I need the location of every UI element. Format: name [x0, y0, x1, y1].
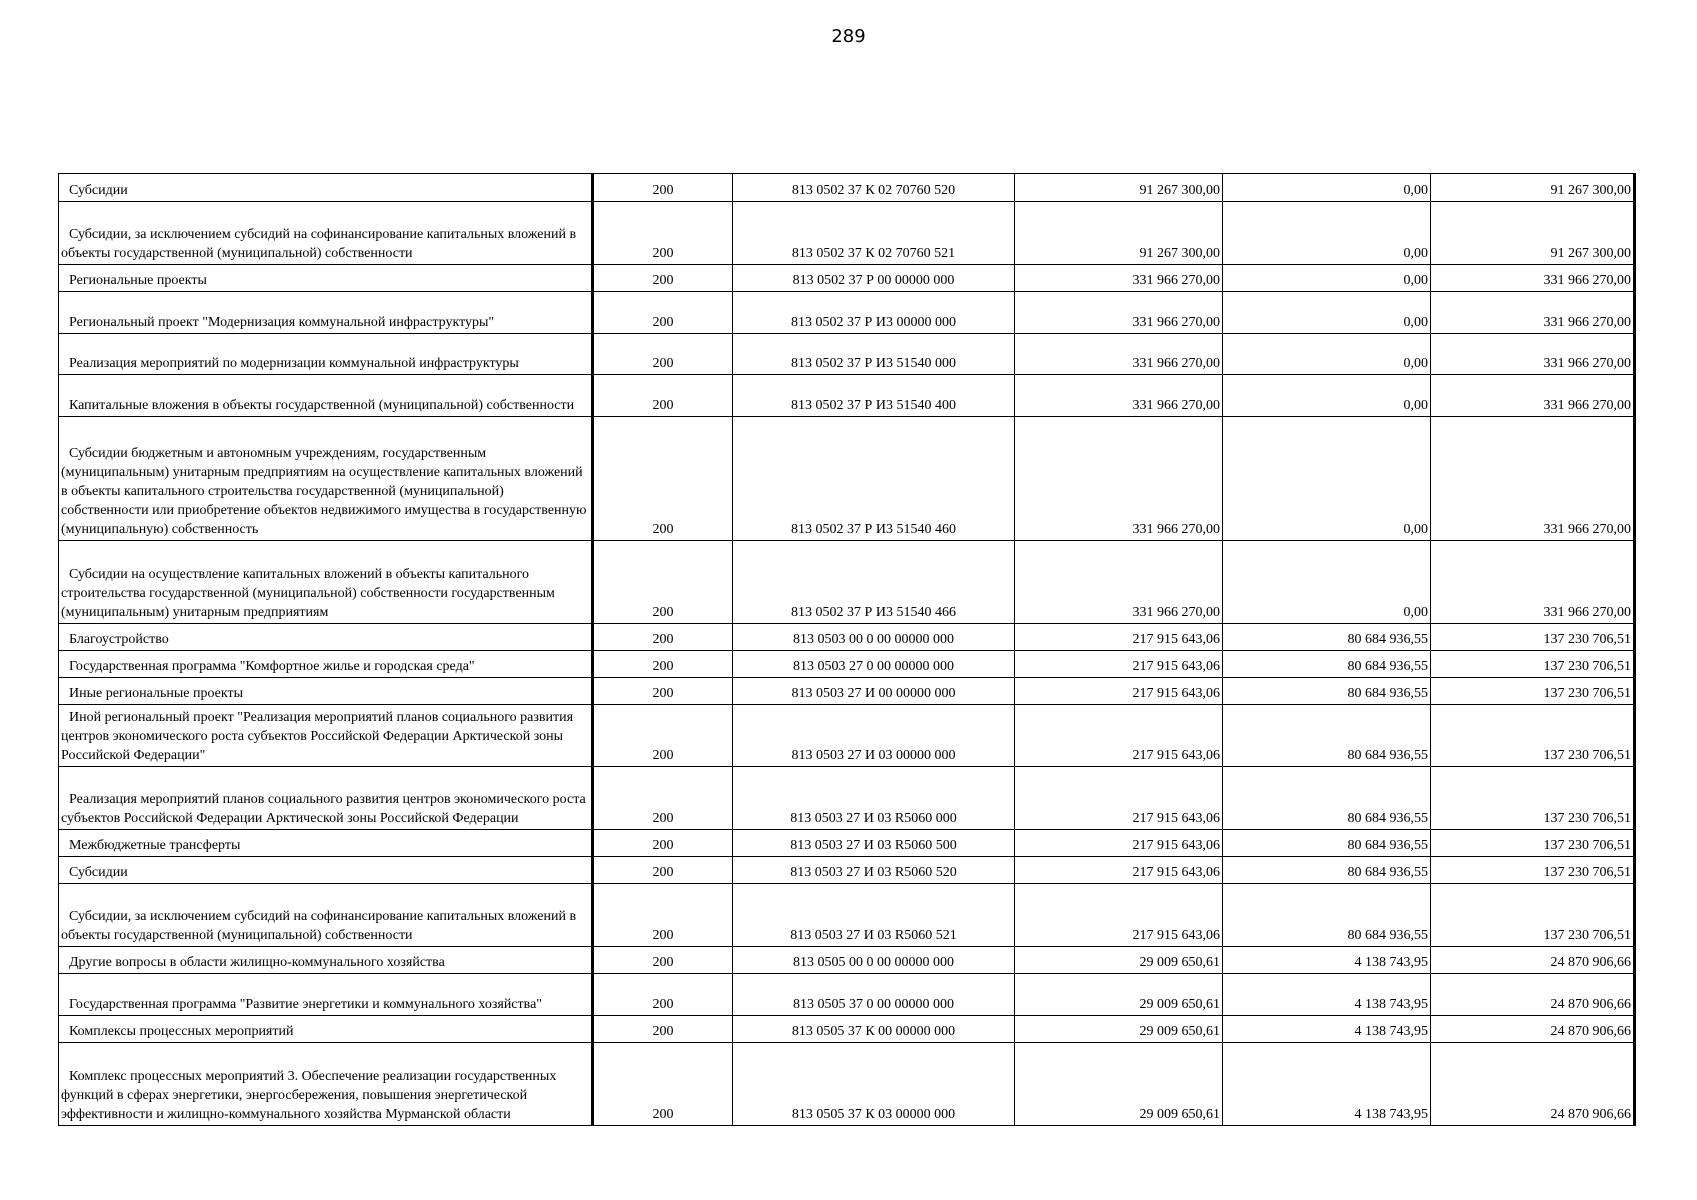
row-kbk: 813 0502 37 Р И3 51540 400: [733, 375, 1015, 417]
row-code: 200: [593, 830, 733, 857]
row-value-3: 137 230 706,51: [1431, 705, 1635, 767]
row-code: 200: [593, 705, 733, 767]
row-value-3: 331 966 270,00: [1431, 265, 1635, 292]
row-value-3: 137 230 706,51: [1431, 857, 1635, 884]
row-code: 200: [593, 292, 733, 334]
row-value-1: 217 915 643,06: [1015, 678, 1223, 705]
row-value-2: 80 684 936,55: [1223, 857, 1431, 884]
row-kbk: 813 0503 27 0 00 00000 000: [733, 651, 1015, 678]
row-value-1: 331 966 270,00: [1015, 292, 1223, 334]
row-value-1: 91 267 300,00: [1015, 174, 1223, 202]
row-name: Государственная программа "Развитие энергетики и коммунального хозяйства": [59, 974, 593, 1016]
row-name: Субсидии на осуществление капитальных вложений в объекты капитального строительства государственной (муниципальной) собственности государственным (муниципальным) унитарным предприятиям: [59, 541, 593, 624]
row-value-3: 137 230 706,51: [1431, 830, 1635, 857]
row-value-3: 24 870 906,66: [1431, 974, 1635, 1016]
table-row: [59, 651, 1635, 678]
row-name: Иной региональный проект "Реализация мероприятий планов социального развития центров экономического роста субъектов Российской Федерации Арктической зоны Российской Федерации": [59, 705, 593, 767]
row-value-2: 0,00: [1223, 375, 1431, 417]
row-name: Другие вопросы в области жилищно-коммунального хозяйства: [59, 947, 593, 974]
row-code: 200: [593, 1043, 733, 1126]
row-kbk: 813 0503 27 И 00 00000 000: [733, 678, 1015, 705]
row-value-1: 217 915 643,06: [1015, 767, 1223, 830]
row-value-3: 331 966 270,00: [1431, 375, 1635, 417]
table-row: [59, 767, 1635, 830]
row-code: 200: [593, 174, 733, 202]
row-value-1: 217 915 643,06: [1015, 884, 1223, 947]
row-value-2: 0,00: [1223, 541, 1431, 624]
table-row: [59, 974, 1635, 1016]
row-code: 200: [593, 857, 733, 884]
row-code: 200: [593, 375, 733, 417]
table-row: [59, 375, 1635, 417]
row-kbk: 813 0505 37 0 00 00000 000: [733, 974, 1015, 1016]
row-name: Субсидии, за исключением субсидий на софинансирование капитальных вложений в объекты государственной (муниципальной) собственности: [59, 202, 593, 265]
table-row: [59, 265, 1635, 292]
row-value-1: 217 915 643,06: [1015, 857, 1223, 884]
row-value-2: 80 684 936,55: [1223, 705, 1431, 767]
row-value-2: 0,00: [1223, 265, 1431, 292]
row-code: 200: [593, 651, 733, 678]
row-kbk: 813 0502 37 Р И3 51540 000: [733, 334, 1015, 375]
row-value-2: 80 684 936,55: [1223, 884, 1431, 947]
table-row: [59, 947, 1635, 974]
row-value-3: 137 230 706,51: [1431, 678, 1635, 705]
row-value-3: 331 966 270,00: [1431, 334, 1635, 375]
row-name: Субсидии бюджетным и автономным учреждениям, государственным (муниципальным) унитарным предприятиям на осуществление капитальных вложений в объекты капитального строительства государственной (муниципальной) собственности или приобретение объектов недвижимого имущества в государственную (муниципальную) собственность: [59, 417, 593, 541]
row-value-2: 0,00: [1223, 334, 1431, 375]
row-value-1: 91 267 300,00: [1015, 202, 1223, 265]
row-kbk: 813 0503 00 0 00 00000 000: [733, 624, 1015, 651]
table-row: [59, 1043, 1635, 1126]
row-kbk: 813 0503 27 И 03 R5060 500: [733, 830, 1015, 857]
row-name: Субсидии, за исключением субсидий на софинансирование капитальных вложений в объекты государственной (муниципальной) собственности: [59, 884, 593, 947]
table-row: [59, 857, 1635, 884]
row-name: Субсидии: [59, 174, 593, 202]
row-code: 200: [593, 767, 733, 830]
row-code: 200: [593, 884, 733, 947]
table-row: [59, 705, 1635, 767]
row-value-2: 80 684 936,55: [1223, 624, 1431, 651]
row-value-3: 137 230 706,51: [1431, 651, 1635, 678]
row-name: Региональный проект "Модернизация коммунальной инфраструктуры": [59, 292, 593, 334]
row-value-2: 0,00: [1223, 417, 1431, 541]
row-value-3: 91 267 300,00: [1431, 174, 1635, 202]
row-value-2: 4 138 743,95: [1223, 1016, 1431, 1043]
row-value-1: 331 966 270,00: [1015, 334, 1223, 375]
row-value-1: 217 915 643,06: [1015, 624, 1223, 651]
row-value-3: 331 966 270,00: [1431, 541, 1635, 624]
row-value-3: 24 870 906,66: [1431, 1016, 1635, 1043]
table-row: [59, 541, 1635, 624]
table-row: [59, 1016, 1635, 1043]
row-name: Субсидии: [59, 857, 593, 884]
row-value-2: 80 684 936,55: [1223, 651, 1431, 678]
row-value-1: 29 009 650,61: [1015, 974, 1223, 1016]
row-value-1: 331 966 270,00: [1015, 265, 1223, 292]
row-value-3: 137 230 706,51: [1431, 884, 1635, 947]
row-name: Реализация мероприятий по модернизации коммунальной инфраструктуры: [59, 334, 593, 375]
table-row: [59, 202, 1635, 265]
row-code: 200: [593, 541, 733, 624]
row-value-1: 331 966 270,00: [1015, 375, 1223, 417]
row-code: 200: [593, 678, 733, 705]
row-code: 200: [593, 624, 733, 651]
row-value-1: 29 009 650,61: [1015, 1016, 1223, 1043]
row-value-3: 24 870 906,66: [1431, 1043, 1635, 1126]
table-row: [59, 292, 1635, 334]
row-kbk: 813 0503 27 И 03 R5060 521: [733, 884, 1015, 947]
table-row: [59, 624, 1635, 651]
table-row: [59, 334, 1635, 375]
row-value-1: 217 915 643,06: [1015, 830, 1223, 857]
row-code: 200: [593, 202, 733, 265]
row-value-1: 217 915 643,06: [1015, 651, 1223, 678]
row-value-1: 331 966 270,00: [1015, 541, 1223, 624]
row-kbk: 813 0502 37 К 02 70760 520: [733, 174, 1015, 202]
row-value-3: 137 230 706,51: [1431, 767, 1635, 830]
row-kbk: 813 0505 37 К 00 00000 000: [733, 1016, 1015, 1043]
row-value-2: 80 684 936,55: [1223, 830, 1431, 857]
row-code: 200: [593, 265, 733, 292]
row-code: 200: [593, 1016, 733, 1043]
row-name: Комплекс процессных мероприятий 3. Обеспечение реализации государственных функций в сферах энергетики, энергосбережения, повышения энергетической эффективности и жилищно-коммунального хозяйства Мурманской области: [59, 1043, 593, 1126]
row-value-3: 331 966 270,00: [1431, 292, 1635, 334]
row-name: Государственная программа "Комфортное жилье и городская среда": [59, 651, 593, 678]
row-value-3: 137 230 706,51: [1431, 624, 1635, 651]
table-row: [59, 678, 1635, 705]
table-row: [59, 174, 1635, 202]
row-name: Комплексы процессных мероприятий: [59, 1016, 593, 1043]
row-kbk: 813 0505 37 К 03 00000 000: [733, 1043, 1015, 1126]
row-code: 200: [593, 947, 733, 974]
row-name: Иные региональные проекты: [59, 678, 593, 705]
row-kbk: 813 0502 37 К 02 70760 521: [733, 202, 1015, 265]
row-kbk: 813 0502 37 Р И3 51540 466: [733, 541, 1015, 624]
row-name: Межбюджетные трансферты: [59, 830, 593, 857]
row-value-2: 80 684 936,55: [1223, 767, 1431, 830]
row-value-2: 0,00: [1223, 174, 1431, 202]
row-value-3: 24 870 906,66: [1431, 947, 1635, 974]
row-value-2: 80 684 936,55: [1223, 678, 1431, 705]
row-kbk: 813 0505 00 0 00 00000 000: [733, 947, 1015, 974]
row-value-2: 0,00: [1223, 202, 1431, 265]
row-value-2: 0,00: [1223, 292, 1431, 334]
page-number: 289: [831, 26, 866, 47]
row-kbk: 813 0502 37 Р И3 00000 000: [733, 292, 1015, 334]
row-code: 200: [593, 974, 733, 1016]
row-kbk: 813 0503 27 И 03 R5060 000: [733, 767, 1015, 830]
row-value-2: 4 138 743,95: [1223, 947, 1431, 974]
table-row: [59, 830, 1635, 857]
row-name: Капитальные вложения в объекты государственной (муниципальной) собственности: [59, 375, 593, 417]
budget-table: [58, 173, 1636, 1126]
row-name: Благоустройство: [59, 624, 593, 651]
table-row: [59, 417, 1635, 541]
row-value-1: 217 915 643,06: [1015, 705, 1223, 767]
row-name: Региональные проекты: [59, 265, 593, 292]
row-value-1: 29 009 650,61: [1015, 1043, 1223, 1126]
row-code: 200: [593, 417, 733, 541]
row-value-3: 91 267 300,00: [1431, 202, 1635, 265]
row-value-3: 331 966 270,00: [1431, 417, 1635, 541]
row-value-1: 331 966 270,00: [1015, 417, 1223, 541]
row-value-2: 4 138 743,95: [1223, 974, 1431, 1016]
row-code: 200: [593, 334, 733, 375]
row-kbk: 813 0503 27 И 03 R5060 520: [733, 857, 1015, 884]
row-value-2: 4 138 743,95: [1223, 1043, 1431, 1126]
budget-table-body: [59, 174, 1635, 1126]
table-row: [59, 884, 1635, 947]
row-name: Реализация мероприятий планов социального развития центров экономического роста субъектов Российской Федерации Арктической зоны Российской Федерации: [59, 767, 593, 830]
row-value-1: 29 009 650,61: [1015, 947, 1223, 974]
row-kbk: 813 0503 27 И 03 00000 000: [733, 705, 1015, 767]
row-kbk: 813 0502 37 Р 00 00000 000: [733, 265, 1015, 292]
row-kbk: 813 0502 37 Р И3 51540 460: [733, 417, 1015, 541]
